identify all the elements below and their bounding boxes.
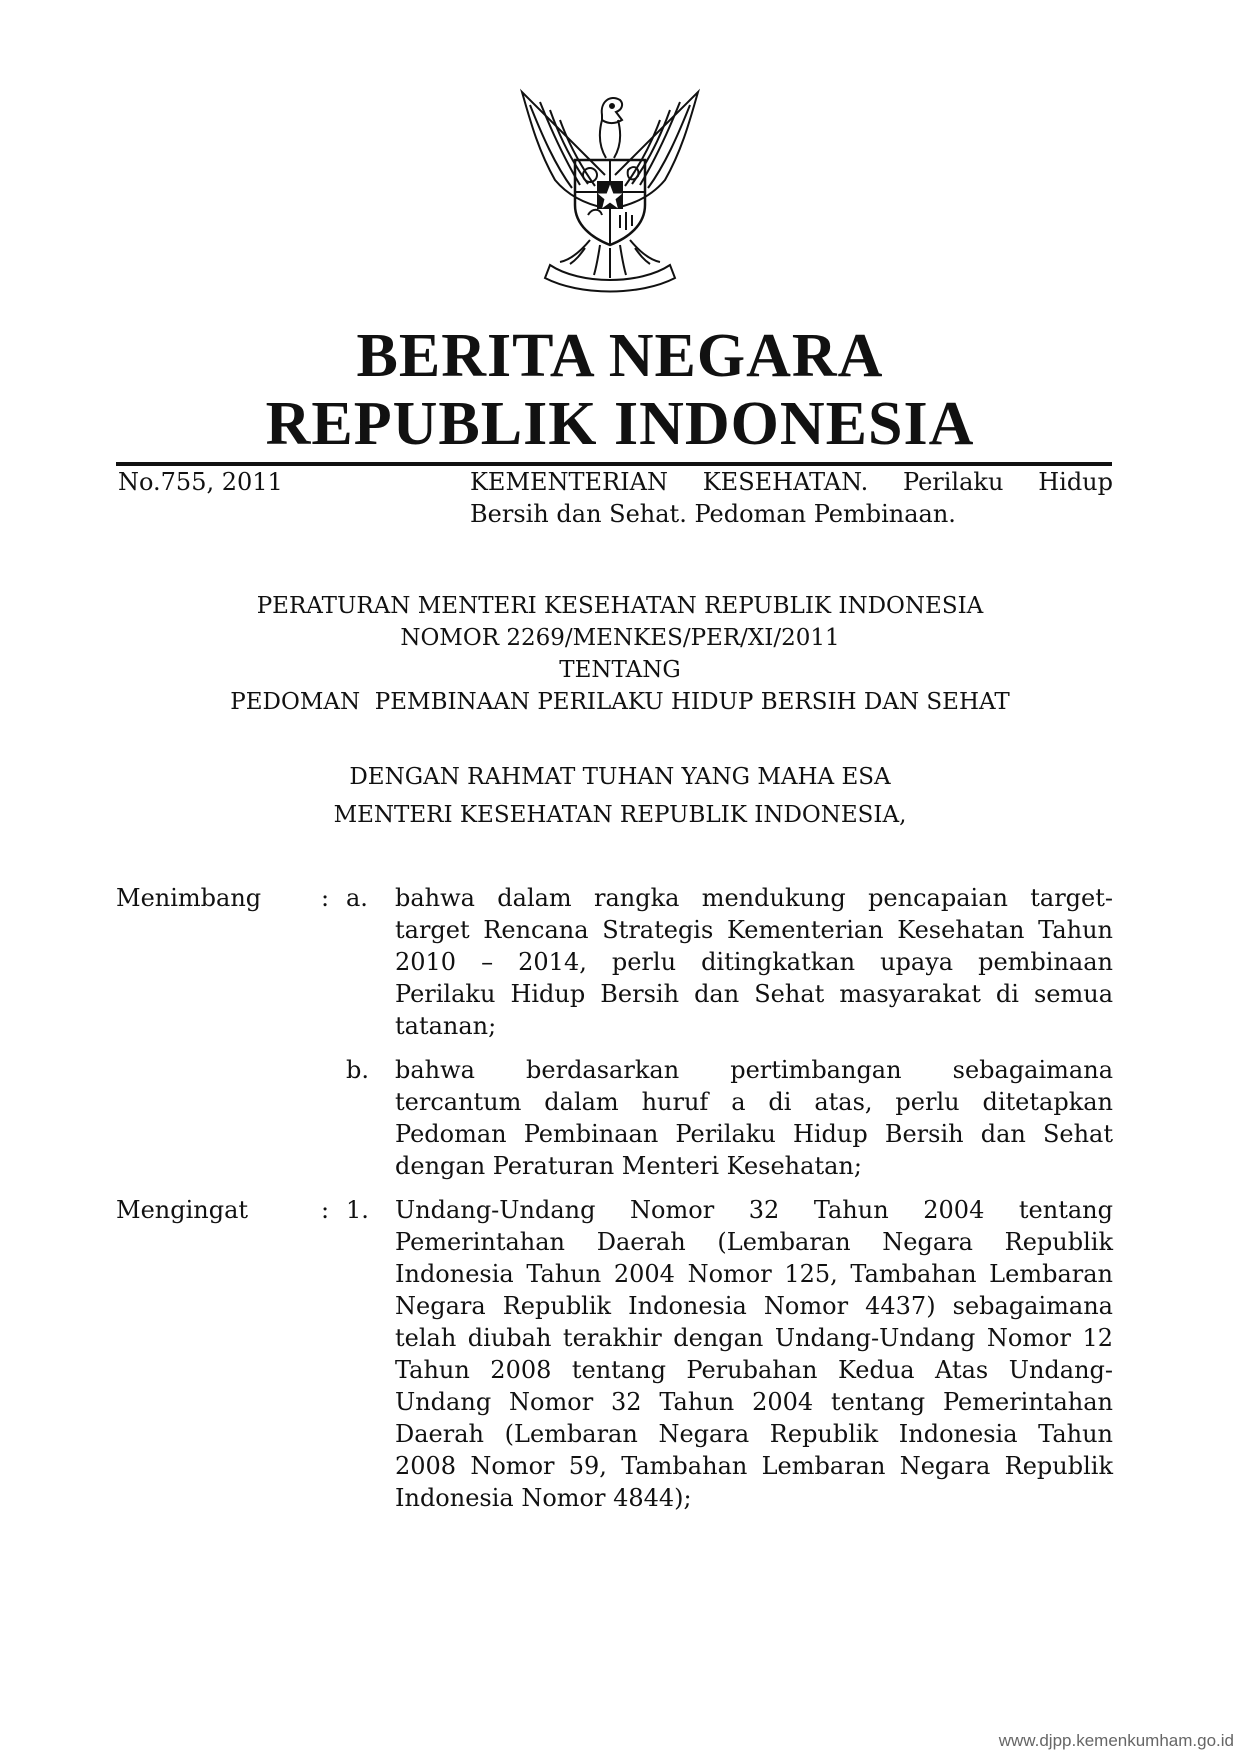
menimbang-clause-a [116,882,1114,1040]
menimbang-colon: : [321,884,330,912]
menimbang-label: Menimbang [116,884,262,912]
clause-text: bahwa berdasarkan pertimbangan sebagaimana tercantum dalam huruf a di atas, perlu ditetapkan Pedoman Pembinaan Perilaku Hidup Bersih dan Sehat dengan Peraturan Menteri Kesehatan; [395,1056,1113,1180]
preamble-line-1: DENGAN RAHMAT TUHAN YANG MAHA ESA [349,764,891,790]
mengingat-colon: : [321,1196,330,1224]
preamble-line-2: MENTERI KESEHATAN REPUBLIK INDONESIA, [333,802,907,828]
regulation-subject: PEDOMAN PEMBINAAN PERILAKU HIDUP BERSIH DAN SEHAT [230,689,1010,715]
footer-url: www.djpp.kemenkumham.go.id [998,1731,1234,1750]
issue-description-line-2: Bersih dan Sehat. Pedoman Pembinaan. [470,500,956,528]
issue-description-line-1: KEMENTERIAN KESEHATAN. Perilaku Hidup [470,468,1113,496]
regulation-number: NOMOR 2269/MENKES/PER/XI/2011 [400,625,840,651]
menimbang-clause-b [116,1054,1114,1184]
masthead [0,322,1240,458]
mengingat-clause-1 [116,1194,1114,1554]
issue-number: No.755, 2011 [118,468,283,496]
clause-marker: a. [346,884,368,912]
regulation-title-line-1: PERATURAN MENTERI KESEHATAN REPUBLIK INDONESIA [256,593,984,619]
issue-description [470,466,1113,530]
masthead-line-2: REPUBLIK INDONESIA [265,390,975,458]
garuda-pancasila-emblem-icon [510,80,710,300]
clause-text: bahwa dalam rangka mendukung pencapaian target-target Rencana Strategis Kementerian Kesehatan Tahun 2010 – 2014, perlu ditingkatkan upaya pembinaan Perilaku Hidup Bersih dan Sehat masyarakat di semua tatanan; [395,884,1113,1040]
clause-marker: 1. [346,1196,369,1224]
preamble [0,758,1240,834]
regulation-title [0,590,1240,718]
clause-marker: b. [346,1056,369,1084]
masthead-line-1: BERITA NEGARA [356,322,884,390]
mengingat-label: Mengingat [116,1196,249,1224]
clause-text: Undang-Undang Nomor 32 Tahun 2004 tentang Pemerintahan Daerah (Lembaran Negara Republik Indonesia Tahun 2004 Nomor 125, Tambahan Lembaran Negara Republik Indonesia Nomor 4437) sebagaimana telah diubah terakhir dengan Undang-Undang Nomor 12 Tahun 2008 tentang Perubahan Kedua Atas Undang-Undang Nomor 32 Tahun 2004 tentang Pemerintahan Daerah (Lembaran Negara Republik Indonesia Tahun 2008 Nomor 59, Tambahan Lembaran Negara Republik Indonesia Nomor 4844); [395,1196,1113,1512]
regulation-tentang: TENTANG [559,657,681,683]
